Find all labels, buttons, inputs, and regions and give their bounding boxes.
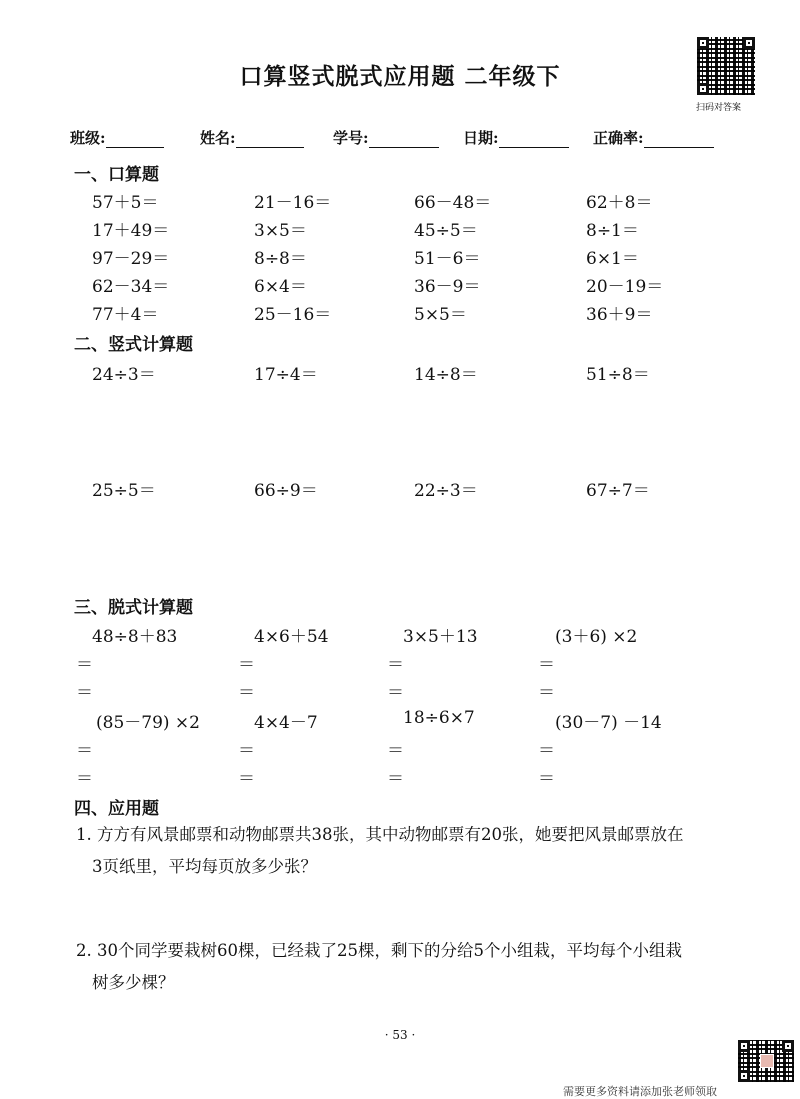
stepwise-problem: 4×6＋54 <box>254 627 329 647</box>
equals-sign: ＝ <box>76 683 93 703</box>
footer-note: 需要更多资料请添加张老师领取 <box>563 1085 717 1098</box>
name-blank[interactable] <box>236 133 304 148</box>
oral-problem: 51－6＝ <box>414 249 481 269</box>
equals-sign: ＝ <box>538 655 555 675</box>
vertical-problem: 66÷9＝ <box>254 481 318 501</box>
accuracy-blank[interactable] <box>644 133 714 148</box>
class-label: 班级: <box>70 129 106 147</box>
equals-sign: ＝ <box>538 741 555 761</box>
student-id-field <box>333 127 439 148</box>
equals-sign: ＝ <box>387 655 404 675</box>
oral-problem: 62－34＝ <box>92 277 170 297</box>
oral-problem: 57＋5＝ <box>92 193 159 213</box>
oral-problem: 20－19＝ <box>586 277 664 297</box>
vertical-problem: 17÷4＝ <box>254 365 318 385</box>
accuracy-label: 正确率: <box>593 129 644 147</box>
oral-problem: 17＋49＝ <box>92 221 170 241</box>
page-number: · 53 · <box>384 1028 416 1042</box>
equals-sign: ＝ <box>76 741 93 761</box>
oral-problem: 45÷5＝ <box>414 221 478 241</box>
equals-sign: ＝ <box>538 683 555 703</box>
vertical-problem: 67÷7＝ <box>586 481 650 501</box>
date-label: 日期: <box>463 129 499 147</box>
oral-problem: 66－48＝ <box>414 193 492 213</box>
student-id-blank[interactable] <box>369 133 439 148</box>
contact-qr-code[interactable] <box>738 1040 794 1082</box>
oral-problem: 5×5＝ <box>414 305 467 325</box>
equals-sign: ＝ <box>238 655 255 675</box>
oral-problem: 97－29＝ <box>92 249 170 269</box>
class-blank[interactable] <box>106 133 164 148</box>
oral-problem: 21－16＝ <box>254 193 332 213</box>
word-problem-1-line1: 1. 方方有风景邮票和动物邮票共38张，其中动物邮票有20张，她要把风景邮票放在 <box>76 825 684 844</box>
answer-qr-code[interactable] <box>697 37 755 95</box>
equals-sign: ＝ <box>238 741 255 761</box>
class-field <box>70 127 164 148</box>
equals-sign: ＝ <box>238 683 255 703</box>
oral-problem: 77＋4＝ <box>92 305 159 325</box>
oral-problem: 6×4＝ <box>254 277 307 297</box>
name-label: 姓名: <box>200 129 236 147</box>
stepwise-problem: 18÷6×7 <box>403 708 475 728</box>
word-problem-1-line2: 3页纸里，平均每页放多少张？ <box>92 857 317 876</box>
vertical-problem: 51÷8＝ <box>586 365 650 385</box>
section-stepwise-heading: 三、脱式计算题 <box>74 598 193 618</box>
vertical-problem: 24÷3＝ <box>92 365 156 385</box>
stepwise-problem: 4×4－7 <box>254 713 318 733</box>
vertical-problem: 14÷8＝ <box>414 365 478 385</box>
word-problem-2-line2: 树多少棵？ <box>92 973 175 992</box>
stepwise-problem: (3＋6) ×2 <box>555 627 638 647</box>
stepwise-problem: (85－79) ×2 <box>96 713 200 733</box>
oral-problem: 25－16＝ <box>254 305 332 325</box>
section-vertical-heading: 二、竖式计算题 <box>74 335 193 355</box>
equals-sign: ＝ <box>387 683 404 703</box>
equals-sign: ＝ <box>76 769 93 789</box>
oral-problem: 36－9＝ <box>414 277 481 297</box>
oral-problem: 6×1＝ <box>586 249 639 269</box>
page-title: 口算竖式脱式应用题 二年级下 <box>239 63 561 90</box>
oral-problem: 62＋8＝ <box>586 193 653 213</box>
date-field <box>463 127 569 148</box>
stepwise-problem: (30－7) －14 <box>555 713 662 733</box>
word-problem-2-line1: 2. 30个同学要栽树60棵，已经栽了25棵，剩下的分给5个小组栽，平均每个小组栽 <box>76 941 682 960</box>
oral-problem: 36＋9＝ <box>586 305 653 325</box>
section-oral-heading: 一、口算题 <box>74 165 159 185</box>
name-field <box>200 127 304 148</box>
oral-problem: 3×5＝ <box>254 221 307 241</box>
section-word-heading: 四、应用题 <box>74 799 159 819</box>
equals-sign: ＝ <box>238 769 255 789</box>
oral-problem: 8÷8＝ <box>254 249 307 269</box>
equals-sign: ＝ <box>76 655 93 675</box>
equals-sign: ＝ <box>538 769 555 789</box>
avatar <box>760 1054 774 1068</box>
equals-sign: ＝ <box>387 741 404 761</box>
date-blank[interactable] <box>499 133 569 148</box>
student-id-label: 学号: <box>333 129 369 147</box>
qr-caption: 扫码对答案 <box>696 103 742 113</box>
oral-problem: 8÷1＝ <box>586 221 639 241</box>
vertical-problem: 25÷5＝ <box>92 481 156 501</box>
stepwise-problem: 3×5＋13 <box>403 627 478 647</box>
accuracy-field <box>593 127 714 148</box>
equals-sign: ＝ <box>387 769 404 789</box>
vertical-problem: 22÷3＝ <box>414 481 478 501</box>
stepwise-problem: 48÷8＋83 <box>92 627 178 647</box>
